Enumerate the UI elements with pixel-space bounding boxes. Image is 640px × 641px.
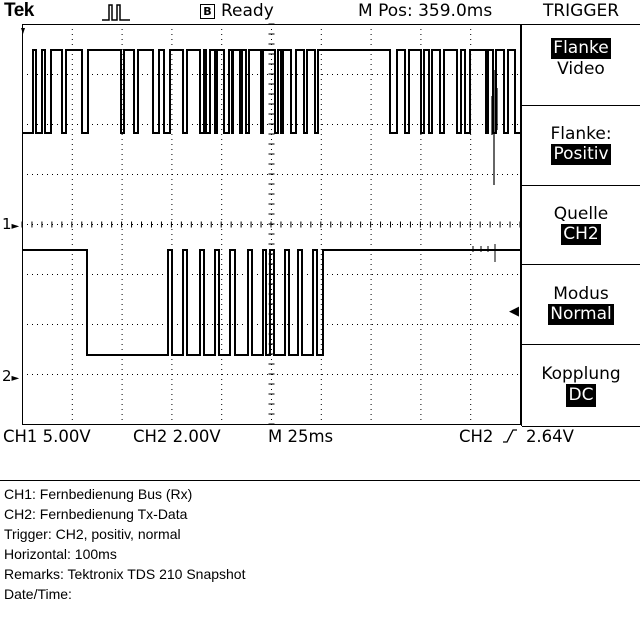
ch1-scale: CH1 5.00V <box>3 427 91 446</box>
trigger-source: CH2 <box>459 427 494 446</box>
info-horizontal: Horizontal: 100ms <box>4 546 117 562</box>
trigger-level: 2.64V <box>525 427 574 446</box>
coupling-value: DC <box>566 384 597 407</box>
menu-source[interactable] <box>522 204 640 245</box>
mode-value: Normal <box>550 304 612 324</box>
trigger-position-icon <box>21 28 25 34</box>
source-label: Quelle <box>553 204 609 224</box>
ch1-waveform <box>22 50 520 133</box>
rising-edge-icon <box>502 429 518 443</box>
brand-logo: Tek <box>4 0 34 21</box>
source-value: CH2 <box>563 224 599 244</box>
info-datetime: Date/Time: <box>4 586 72 602</box>
slope-value: Positiv <box>553 144 609 164</box>
menu-coupling[interactable] <box>522 364 640 407</box>
ch1-trace <box>22 50 520 133</box>
info-trigger: Trigger: CH2, positiv, normal <box>4 526 181 542</box>
info-ch1: CH1: Fernbedienung Bus (Rx) <box>4 486 193 502</box>
horizontal-position: M Pos: 359.0ms <box>358 1 493 21</box>
status-text: Ready <box>221 1 274 21</box>
info-panel <box>0 480 640 641</box>
coupling-label: Kopplung <box>541 364 621 384</box>
timebase: M 25ms <box>268 427 334 446</box>
slope-label: Flanke: <box>550 124 612 144</box>
menu-mode[interactable] <box>522 284 640 325</box>
menu-trigger-type[interactable] <box>522 38 640 79</box>
info-remarks: Remarks: Tektronix TDS 210 Snapshot <box>4 566 246 582</box>
ch2-waveform <box>22 250 520 355</box>
trigger-level-icon: ◀ <box>509 303 519 318</box>
menu-slope[interactable] <box>522 124 640 165</box>
ch2-trace <box>22 250 520 355</box>
ch2-scale: CH2 2.00V <box>133 427 221 446</box>
ch2-marker: 2► <box>2 367 20 385</box>
info-ch2: CH2: Fernbedienung Tx-Data <box>4 506 188 522</box>
menu-title: TRIGGER <box>542 1 620 21</box>
trigger-type-video[interactable]: Video <box>557 59 605 79</box>
ch1-marker: 1► <box>2 215 20 233</box>
trigger-readout <box>459 427 574 447</box>
ch2-glitch <box>473 244 495 262</box>
trigger-type-flanke[interactable]: Flanke <box>553 38 609 58</box>
mode-label: Modus <box>553 284 609 304</box>
status-icon: B <box>200 4 215 19</box>
